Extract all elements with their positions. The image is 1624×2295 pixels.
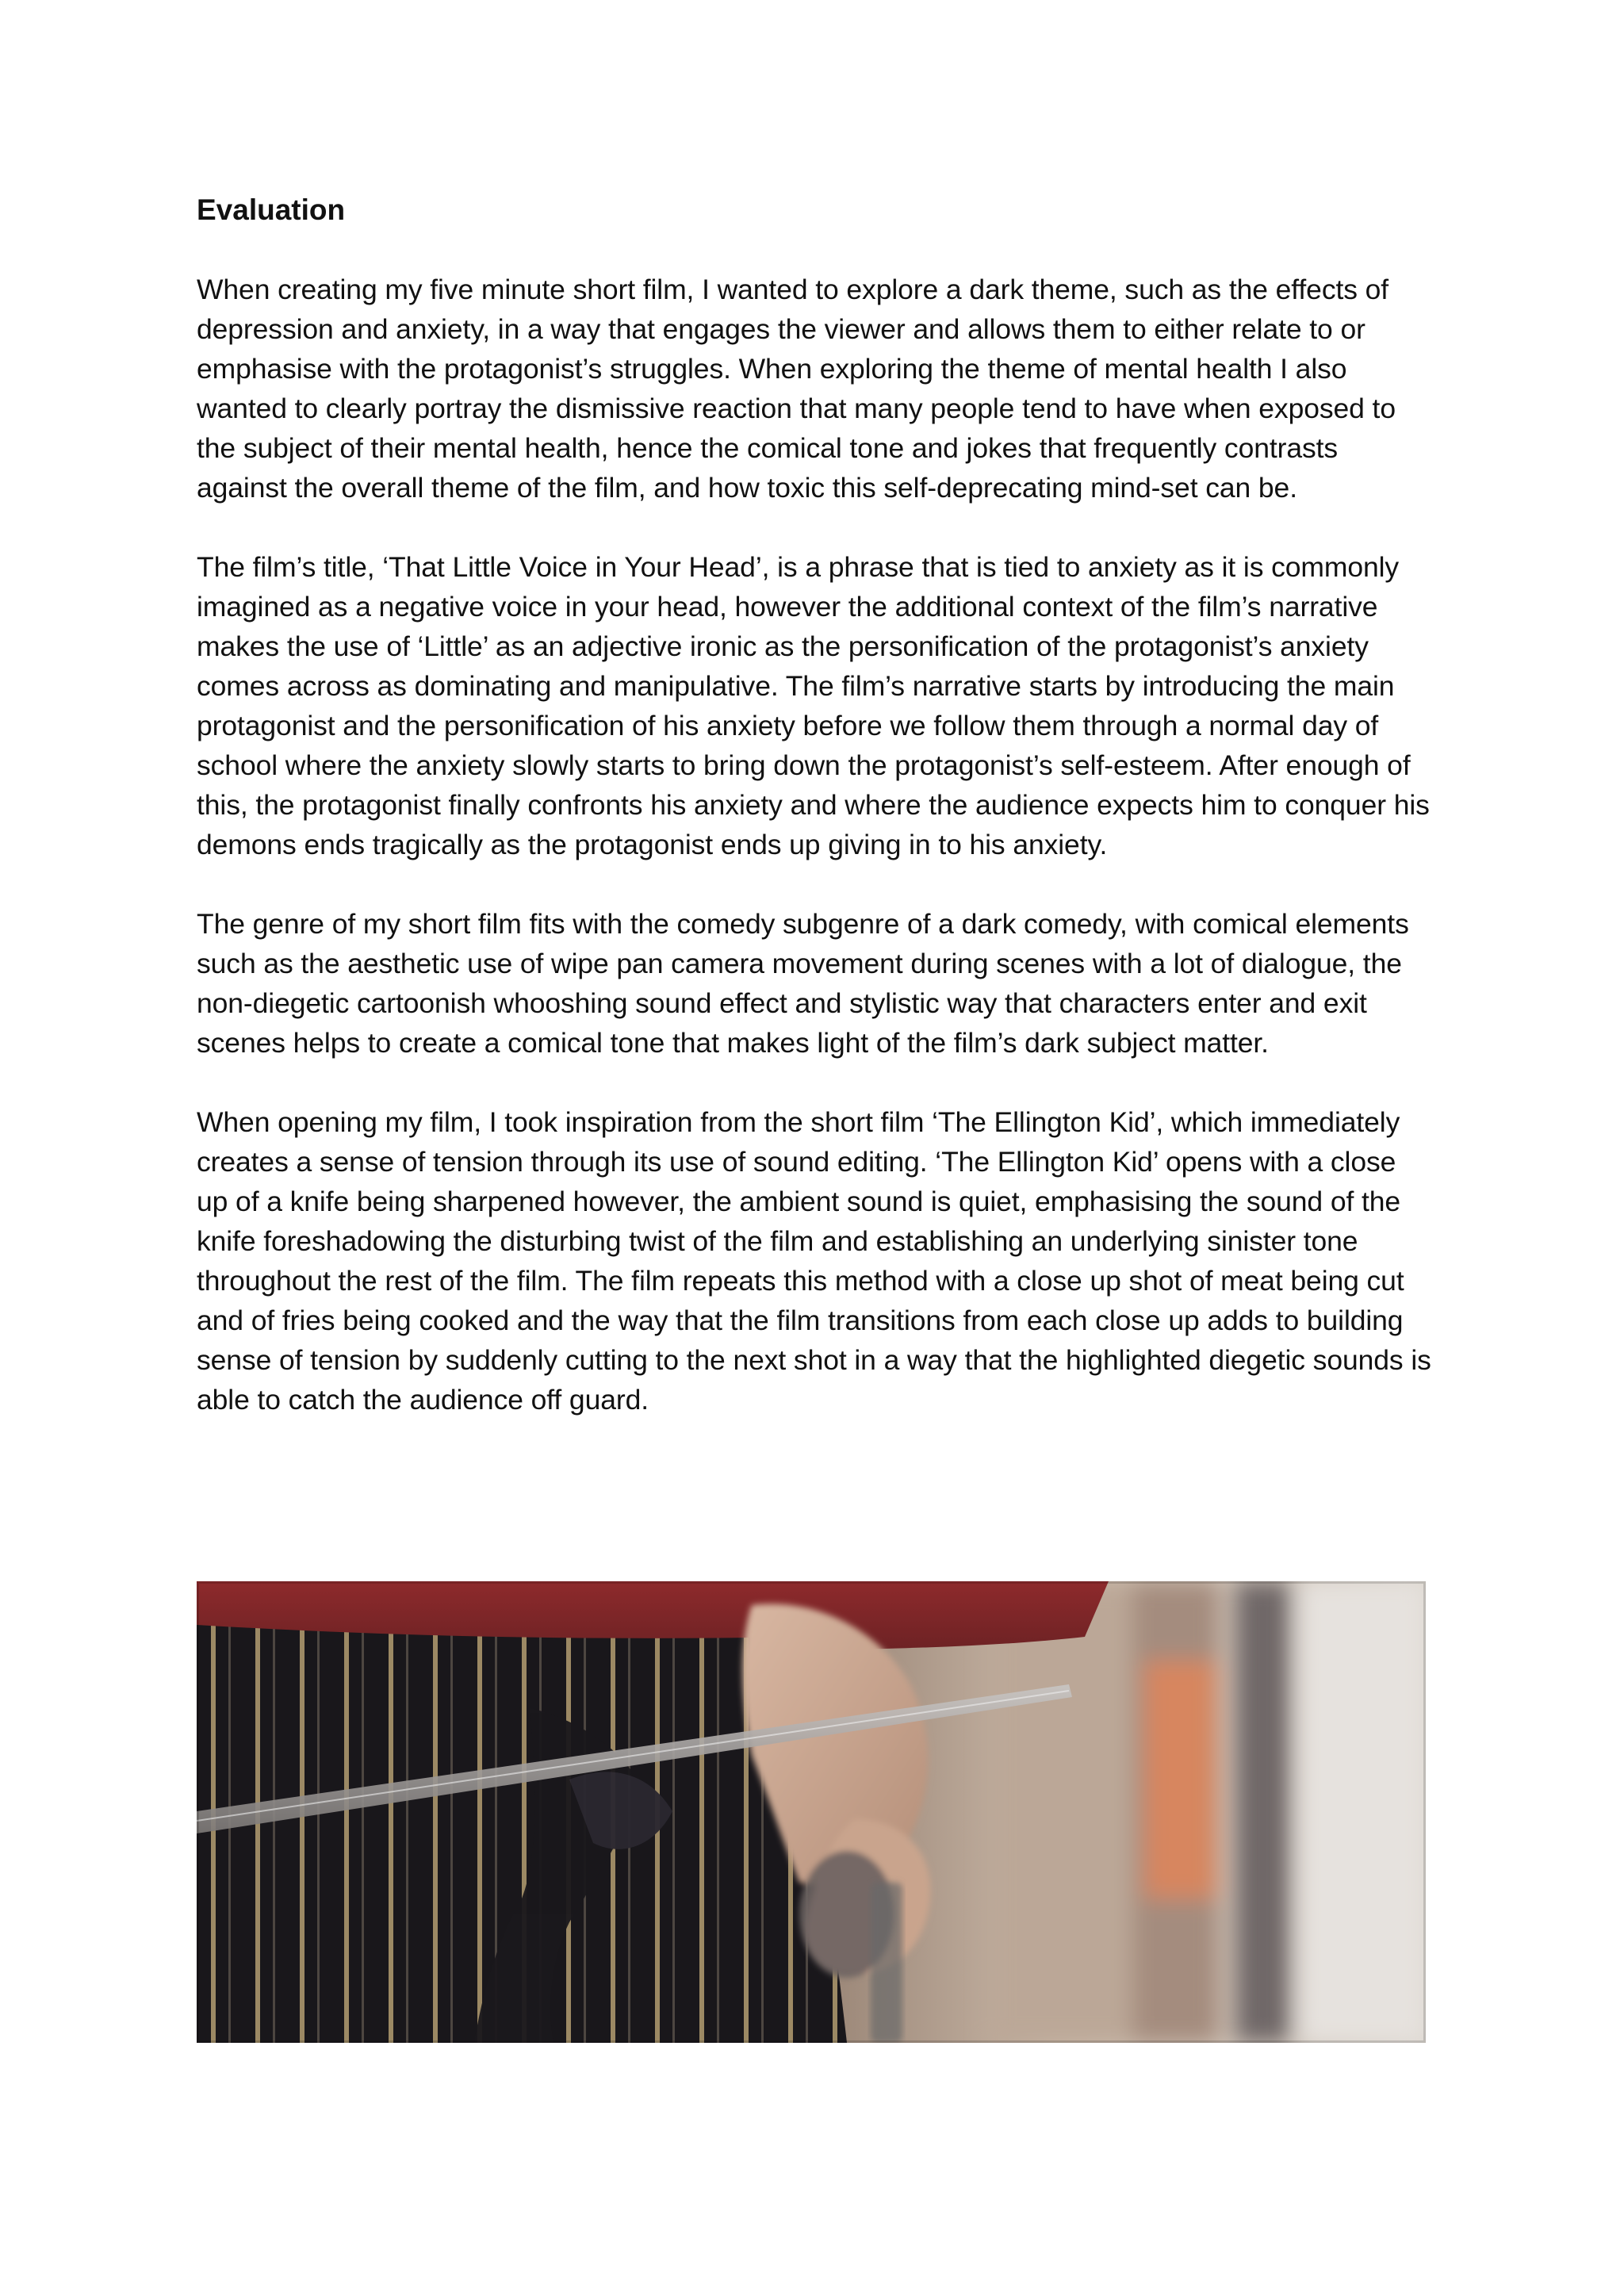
- document-body: [197, 190, 1434, 1420]
- film-still-illustration: [197, 1581, 1426, 2043]
- film-still-image: [197, 1581, 1426, 2043]
- paragraph-opening-inspiration: When opening my film, I took inspiration from the short film ‘The Ellington Kid’, which immediately creates a sense of tension through its use of sound editing. ‘The Ellington Kid’ opens with a close up of a knife being sharpened however, the ambient sound is quiet, emphasising the sound of the knife foreshadowing the disturbing twist of the film and establishing an underlying sinister tone throughout the rest of the film. The film repeats this method with a close up shot of meat being cut and of fries being cooked and the way that the film transitions from each close up adds to building sense of tension by suddenly cutting to the next shot in a way that the highlighted diegetic sounds is able to catch the audience off guard.: [197, 1106, 1431, 1416]
- paragraph-title-narrative: The film’s title, ‘That Little Voice in Your Head’, is a phrase that is tied to anxiety as it is commonly imagined as a negative voice in your head, however the additional context of the film’s narrative makes the use of ‘Little’ as an adjective ironic as the personification of the protagonist’s anxiety comes across as dominating and manipulative. The film’s narrative starts by introducing the main protagonist and the personification of his anxiety before we follow them through a normal day of school where the anxiety slowly starts to bring down the protagonist’s self-esteem. After enough of this, the protagonist finally confronts his anxiety and where the audience expects him to conquer his demons ends tragically as the protagonist ends up giving in to his anxiety.: [197, 551, 1430, 860]
- paragraph-genre: The genre of my short film fits with the comedy subgenre of a dark comedy, with comical elements such as the aesthetic use of wipe pan camera movement during scenes with a lot of dialogue, the non-diegetic cartoonish whooshing sound effect and stylistic way that characters enter and exit scenes helps to create a comical tone that makes light of the film’s dark subject matter.: [197, 908, 1409, 1059]
- paragraph-intro: When creating my five minute short film, I wanted to explore a dark theme, such as the effects of depression and anxiety, in a way that engages the viewer and allows them to either relate to or emphasise with the protagonist’s struggles. When exploring the theme of mental health I also wanted to clearly portray the dismissive reaction that many people tend to have when exposed to the subject of their mental health, hence the comical tone and jokes that frequently contrasts against the overall theme of the film, and how toxic this self-deprecating mind-set can be.: [197, 274, 1396, 504]
- document-heading: Evaluation: [197, 193, 346, 226]
